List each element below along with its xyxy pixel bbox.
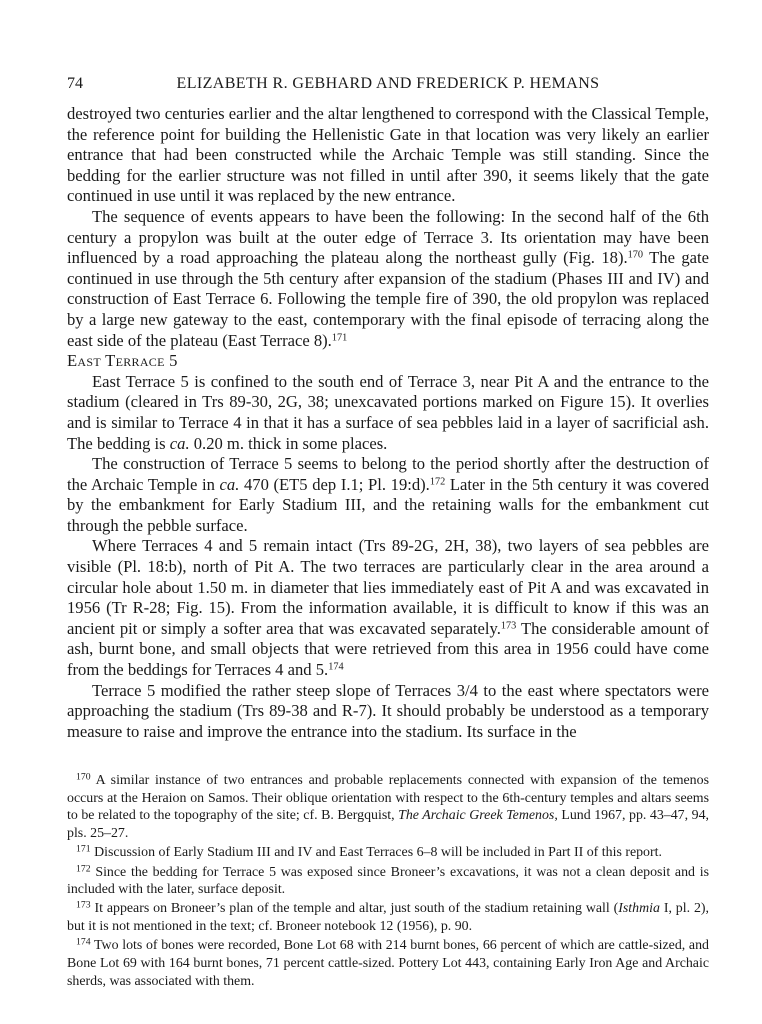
footnote xyxy=(67,844,709,862)
text-run: Since the bedding for Terrace 5 was exposed since Broneer’s excavations, it was not a clean deposit and is included with the later, surface deposit. xyxy=(67,864,710,898)
text-run: A similar instance of two entrances and probable replacements connected with expansion of the temenos occurs at the Heraion on Samos. Their oblique orientation with respect to the 6th-century temples and altars seems to be related to the topography of the site; cf. B. Bergquist, xyxy=(67,773,709,824)
footnotes xyxy=(67,772,709,992)
footnote-number: 172 xyxy=(76,863,91,875)
text-run: Where Terraces 4 and 5 remain intact (Trs 89-2G, 2H, 38), two layers of sea pebbles are visible (Pl. 18:b), north of Pit A. The two terraces are particularly clear in the area around a circular hole about 1.50 m. in diameter that lies immediately east of Pit A and was excavated in 1956 (Tr R-28; Fig. 15). From the information available, it is difficult to know if this was an ancient pit or simply a softer area that was excavated separately. xyxy=(67,536,709,638)
footnote-number: 171 xyxy=(76,843,91,855)
text-run: The gate continued in use through the 5th century after expansion of the stadium (Phases III and IV) and construction of East Terrace 6. Following the temple fire of 390, the old propylon was replaced by a large new gateway to the east, contemporary with the final episode of terracing along the east side of the plateau (East Terrace 8). xyxy=(67,248,709,350)
paragraph: Terrace 5 modified the rather steep slope of Terraces 3/4 to the east where spectators were approaching the stadium (Trs 89-38 and R-7). It should probably be understood as a temporary measure to raise and improve the entrance into the stadium. Its surface in the xyxy=(67,680,709,741)
footnote-ref[interactable]: 171 xyxy=(331,331,348,343)
paragraph xyxy=(67,454,709,536)
section-heading: East Terrace 5 xyxy=(67,351,178,371)
footnote-number: 173 xyxy=(76,900,91,912)
footnote-ref[interactable]: 173 xyxy=(500,620,517,632)
paragraph xyxy=(67,372,709,454)
text-run: I, pl. 2), but it is not mentioned in the text; cf. Broneer notebook 12 (1956), p. 90. xyxy=(67,901,709,935)
footnote xyxy=(67,864,709,899)
text-run: 470 (ET5 dep I.1; Pl. 19:d). xyxy=(239,474,430,494)
footnote xyxy=(67,900,709,935)
main-text xyxy=(67,104,709,742)
page-header xyxy=(67,74,709,94)
paragraph xyxy=(67,536,709,680)
text-run: Two lots of bones were recorded, Bone Lot 68 with 214 burnt bones, 66 percent of which are cattle-sized, and Bone Lot 69 with 164 burnt bones, 71 percent cattle-sized. Pottery Lot 443, containing Early Iron Age and Archaic sherds, was associated with them. xyxy=(67,938,709,989)
footnote-number: 174 xyxy=(76,936,91,948)
text-run: , Lund 1967, pp. 43–47, 94, pls. 25–27. xyxy=(67,808,709,842)
footnote xyxy=(67,937,709,990)
text-run: Later in the 5th century it was covered by the embankment for Early Stadium III, and the retaining walls for the embankment cut through the pebble surface. xyxy=(67,474,709,535)
text-run: It appears on Broneer’s plan of the temple and altar, just south of the stadium retaining wall ( xyxy=(94,901,619,917)
italic-run: The Archaic Greek Temenos xyxy=(398,808,555,824)
text-run: The considerable amount of ash, burnt bone, and small objects that were retrieved from this area in 1956 could have come from the beddings for Terraces 4 and 5. xyxy=(67,618,709,680)
footnote-ref[interactable]: 172 xyxy=(429,476,446,488)
page-number: 74 xyxy=(67,75,83,92)
footnote-ref[interactable]: 170 xyxy=(627,249,644,261)
text-run: The sequence of events appears to have been the following: In the second half of the 6th century a propylon was built at the outer edge of Terrace 3. Its orientation may have been influenced by a road approaching the plateau along the northeast gully (Fig. 18). xyxy=(67,206,709,268)
paragraph xyxy=(67,207,709,351)
italic-run: Isthmia xyxy=(618,901,660,917)
footnote-number: 170 xyxy=(76,771,91,783)
running-head: ELIZABETH R. GEBHARD AND FREDERICK P. HEMANS xyxy=(176,75,600,92)
paragraph: destroyed two centuries earlier and the altar lengthened to correspond with the Classical Temple, the reference point for building the Hellenistic Gate in that location was very likely an earlier entrance that had been constructed while the Archaic Temple was still standing. Since the bedding for the earlier structure was not filled in until after 390, it seems likely that the gate continued in use until it was replaced by the new entrance. xyxy=(67,104,709,206)
text-run: 0.20 m. thick in some places. xyxy=(189,433,388,453)
footnote-ref[interactable]: 174 xyxy=(328,661,344,673)
italic-run: ca. xyxy=(169,433,190,453)
text-run: The construction of Terrace 5 seems to belong to the period shortly after the destruction of the Archaic Temple in xyxy=(67,454,709,494)
footnote xyxy=(67,772,709,843)
text-run: East Terrace 5 is confined to the south end of Terrace 3, near Pit A and the entrance to the stadium (cleared in Trs 89-30, 2G, 38; unexcavated portions marked on Figure 15). It overlies and is similar to Terrace 4 in that it has a surface of sea pebbles laid in a layer of sacrificial ash. The bedding is xyxy=(67,371,709,453)
text-run: Discussion of Early Stadium III and IV and East Terraces 6–8 will be included in Part II of this report. xyxy=(94,845,662,861)
italic-run: ca. xyxy=(219,474,240,494)
